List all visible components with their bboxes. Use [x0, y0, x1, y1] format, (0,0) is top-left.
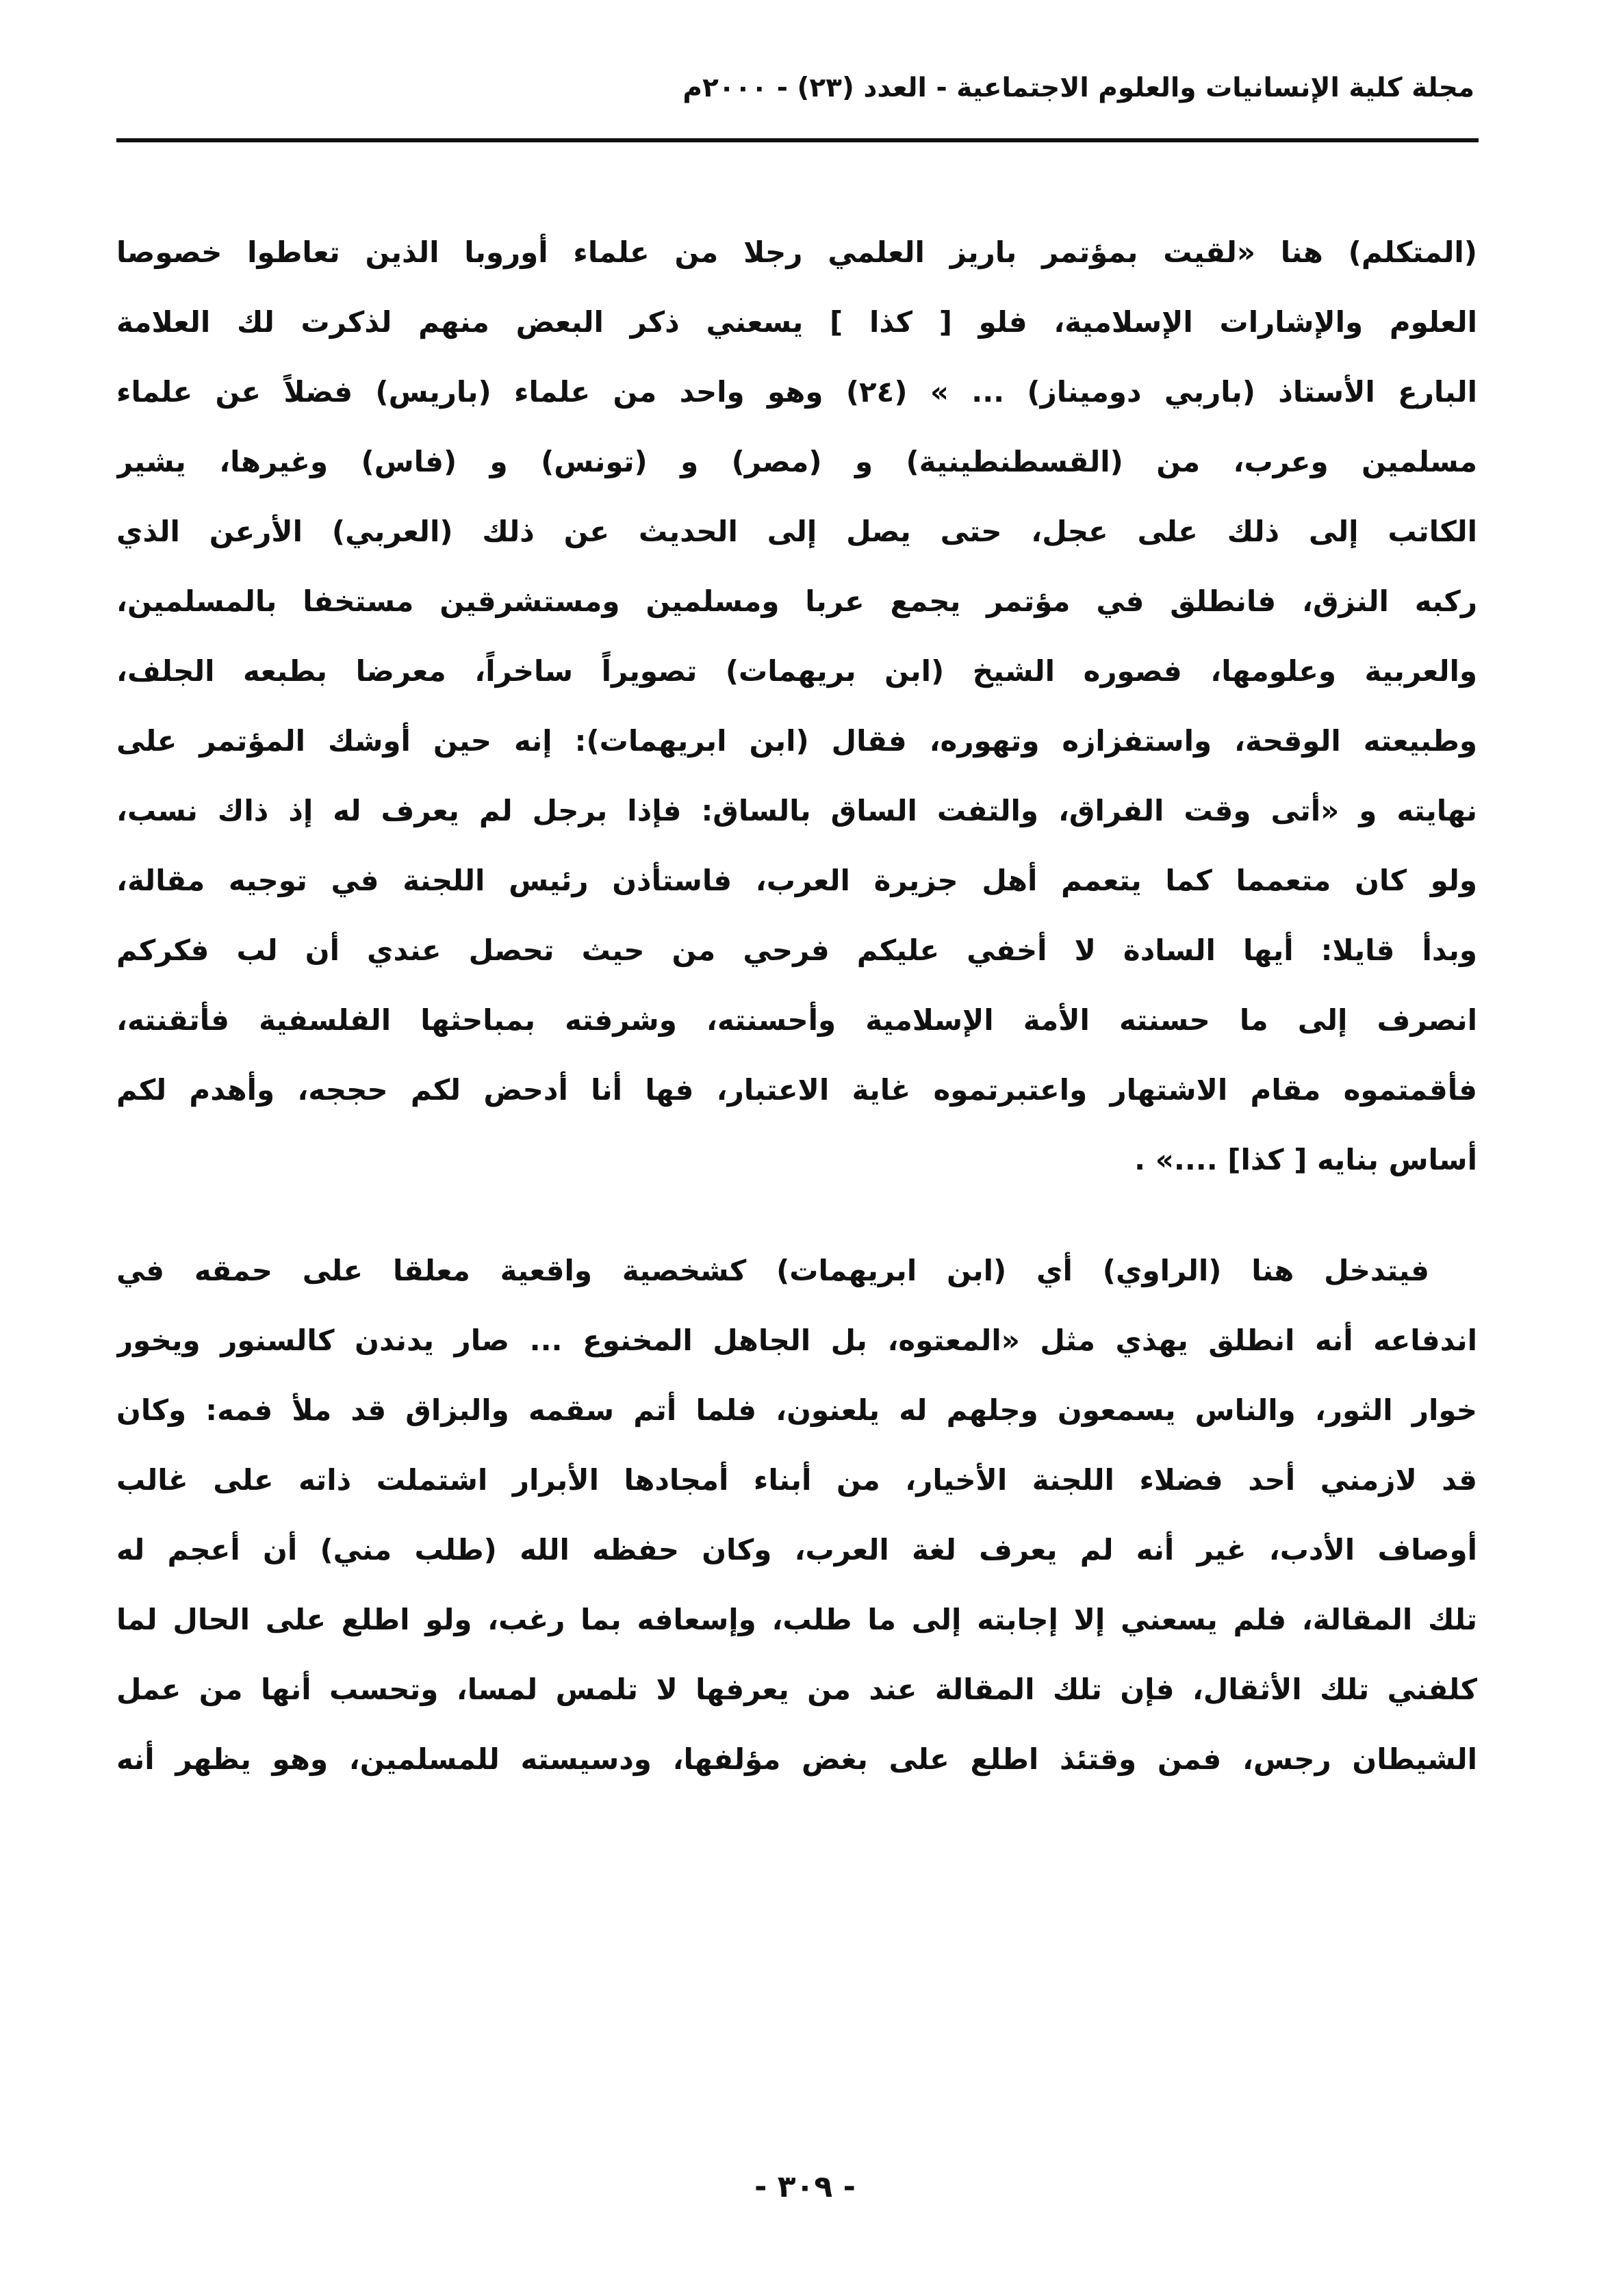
text-line: ركبه النزق، فانطلق في مؤتمر يجمع عربا ومسلمين ومستشرقين مستخفا بالمسلمين،	[116, 584, 1477, 618]
text-line: أساس بنايه [ كذا] ....» .	[1134, 1143, 1477, 1176]
text-line: وطبيعته الوقحة، واستفزازه وتهوره، فقال (ابن ابريهمات): إنه حين أوشك المؤتمر على	[116, 724, 1477, 758]
text-line: أوصاف الأدب، غير أنه لم يعرف لغة العرب، وكان حفظه الله (طلب مني) أن أعجم له	[116, 1533, 1477, 1566]
text-line: العلوم والإشارات الإسلامية، فلو [ كذا ] يسعني ذكر البعض منهم لذكرت لك العلامة	[116, 305, 1477, 339]
text-line: (المتكلم) هنا «لقيت بمؤتمر باريز العلمي رجلا من علماء أوروبا الذين تعاطوا خصوصا	[116, 235, 1477, 269]
text-line: الكاتب إلى ذلك على عجل، حتى يصل إلى الحديث عن ذلك (العربي) الأرعن الذي	[116, 515, 1477, 548]
text-line: كلفني تلك الأثقال، فإن تلك المقالة عند من يعرفها لا تلمس لمسا، وتحسب أنها من عمل	[116, 1673, 1477, 1706]
text-line: خوار الثور، والناس يسمعون وجلهم له يلعنون، فلما أتم سقمه والبزاق قد ملأ فمه: وكان	[116, 1393, 1477, 1427]
text-line: اندفاعه أنه انطلق يهذي مثل «المعتوه، بل الجاهل المخنوع ... صار يدندن كالسنور ويخور	[116, 1324, 1477, 1357]
text-line: وبدأ قايلا: أيها السادة لا أخفي عليكم فرحي من حيث تحصل عندي أن لب فكركم	[116, 933, 1477, 967]
paragraph-gap	[116, 1195, 1477, 1236]
text-line: مسلمين وعرب، من (القسطنطينية) و (مصر) و (تونس) و (فاس) وغيرها، يشير	[116, 445, 1477, 478]
text-line: الشيطان رجس، فمن وقتئذ اطلع على بغض مؤلفها، ودسيسته للمسلمين، وهو يظهر أنه	[116, 1742, 1477, 1776]
journal-title: مجلة كلية الإنسانيات والعلوم الاجتماعية - العدد (٢٣) - ٢٠٠٠م	[682, 73, 1474, 103]
paragraph-1	[116, 218, 1477, 1195]
text-line: انصرف إلى ما حسنته الأمة الإسلامية وأحسنته، وشرفته بمباحثها الفلسفية فأتقنته،	[116, 1003, 1477, 1037]
text-line: نهايته و «أتى وقت الفراق، والتفت الساق بالساق: فإذا برجل لم يعرف له إذ ذاك نسب،	[116, 794, 1477, 827]
text-line: والعربية وعلومها، فصوره الشيخ (ابن بريهمات) تصويراً ساخراً، معرضا بطبعه الجلف،	[116, 654, 1477, 688]
text-line: فيتدخل هنا (الراوي) أي (ابن ابريهمات) كشخصية واقعية معلقا على حمقه في	[116, 1254, 1429, 1287]
paragraph-2	[116, 1236, 1477, 1794]
page-body	[116, 218, 1477, 1794]
page-number: - ٣٠٩ -	[754, 2169, 856, 2204]
text-line: فأقمتموه مقام الاشتهار واعتبرتموه غاية الاعتبار، فها أنا أدحض لكم حججه، وأهدم لكم	[116, 1073, 1477, 1107]
running-header	[116, 63, 1479, 142]
text-line: قد لازمني أحد فضلاء اللجنة الأخيار، من أبناء أمجادها الأبرار اشتملت ذاته على غالب	[116, 1463, 1477, 1497]
text-line: تلك المقالة، فلم يسعني إلا إجابته إلى ما طلب، وإسعافه بما رغب، ولو اطلع على الحال لما	[116, 1603, 1477, 1636]
text-line: البارع الأستاذ (باربي دوميناز) ... » (٢٤) وهو واحد من علماء (باريس) فضلاً عن علماء	[116, 375, 1477, 409]
text-line: ولو كان متعمما كما يتعمم أهل جزيرة العرب، فاستأذن رئيس اللجنة في توجيه مقالة،	[116, 864, 1477, 897]
